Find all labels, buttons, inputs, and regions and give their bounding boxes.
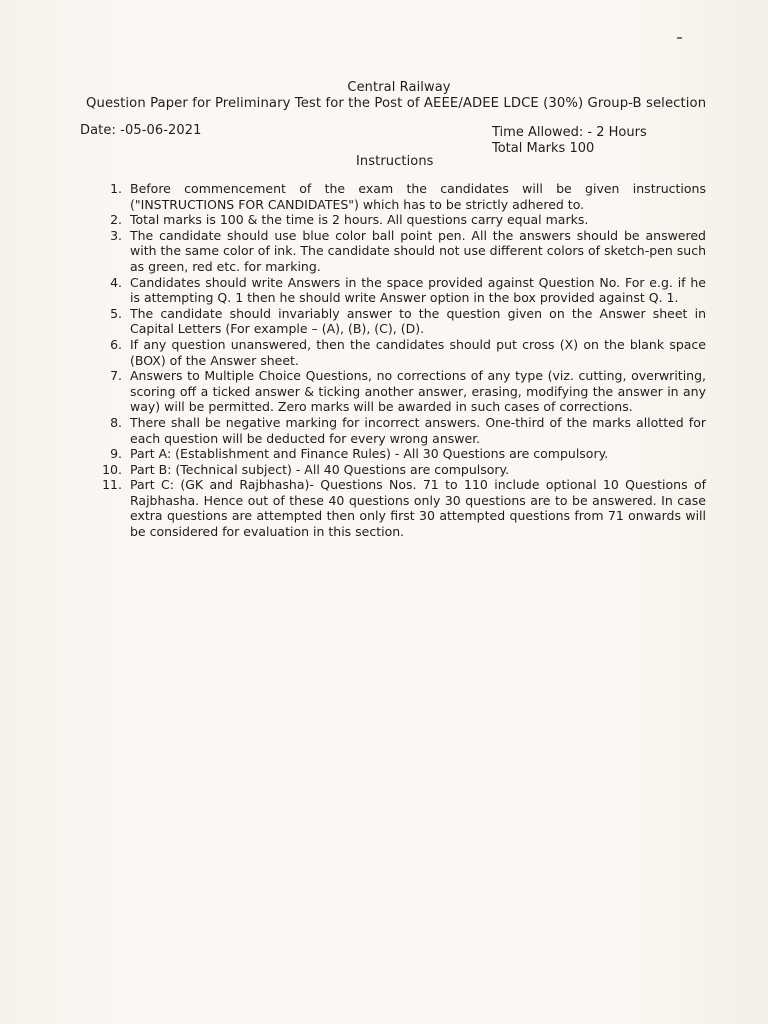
scan-speck (677, 37, 682, 39)
instruction-number: 11. (102, 477, 122, 493)
instructions-list (94, 181, 706, 540)
instruction-text: Part C: (GK and Rajbhasha)- Questions Nos. 71 to 110 include optional 10 Questions of Rajbhasha. Hence out of these 40 questions only 30 questions are to be answered. In case extra questions are attempted then only first 30 attempted questions from 71 onwards will be considered for evaluation in this section. (130, 477, 706, 540)
instruction-number: 1. (110, 181, 122, 196)
instruction-number: 2. (110, 212, 122, 228)
time-allowed: Time Allowed: - 2 Hours (492, 125, 647, 140)
instruction-text: There shall be negative marking for incorrect answers. One-third of the marks allotted for each question will be deducted for every wrong answer. (130, 414, 706, 446)
paper-title: Question Paper for Preliminary Test for the Post of AEEE/ADEE LDCE (30%) Group-B selection (86, 96, 707, 111)
instruction-text: If any question unanswered, then the candidates should put cross (X) on the blank space (BOX) of the Answer sheet. (130, 336, 706, 368)
instruction-text: Part A: (Establishment and Finance Rules) - All 30 Questions are compulsory. (130, 446, 609, 462)
instruction-text: Part B: (Technical subject) - All 40 Questions are compulsory. (130, 461, 510, 477)
instruction-text: Candidates should write Answers in the space provided against Question No. For e.g. if he is attempting Q. 1 then he should write Answer option in the box provided against Q. 1. (130, 274, 706, 306)
instruction-number: 5. (110, 305, 122, 321)
instruction-item (94, 212, 706, 228)
exam-date: Date: -05-06-2021 (80, 123, 202, 138)
instructions-heading: Instructions (356, 154, 434, 169)
instruction-item (94, 228, 706, 275)
instruction-item (94, 446, 706, 462)
instruction-text: Total marks is 100 & the time is 2 hours. All questions carry equal marks. (130, 212, 589, 228)
organization-name: Central Railway (347, 80, 451, 95)
instruction-number: 6. (110, 336, 122, 352)
instruction-item (94, 306, 706, 337)
instruction-number: 9. (110, 446, 122, 462)
instruction-text: The candidate should invariably answer to the question given on the Answer sheet in Capital Letters (For example – (A), (B), (C), (D). (130, 305, 706, 337)
instruction-text: The candidate should use blue color ball point pen. All the answers should be answered with the same color of ink. The candidate should not use different colors of sketch-pen such as green, red etc. for marking. (130, 227, 706, 274)
instruction-text: Before commencement of the exam the candidates will be given instructions ("INSTRUCTIONS FOR CANDIDATES") which has to be strictly adhered to. (130, 181, 706, 212)
instruction-item (94, 337, 706, 368)
instruction-item (94, 275, 706, 306)
instruction-number: 8. (110, 414, 122, 430)
instruction-item (94, 368, 706, 415)
instruction-number: 10. (102, 461, 122, 477)
exam-meta (492, 125, 647, 157)
instruction-item (94, 477, 706, 539)
instruction-number: 7. (110, 368, 122, 384)
instruction-text: Answers to Multiple Choice Questions, no corrections of any type (viz. cutting, overwriting, scoring off a ticked answer & ticking another answer, erasing, modifying the answer in any way) will be permitted. Zero marks will be awarded in such cases of corrections. (130, 368, 706, 415)
instruction-number: 3. (110, 227, 122, 243)
total-marks: Total Marks 100 (492, 141, 595, 156)
instruction-item (94, 181, 706, 212)
instruction-item (94, 462, 706, 478)
instruction-item (94, 415, 706, 446)
instruction-number: 4. (110, 274, 122, 290)
